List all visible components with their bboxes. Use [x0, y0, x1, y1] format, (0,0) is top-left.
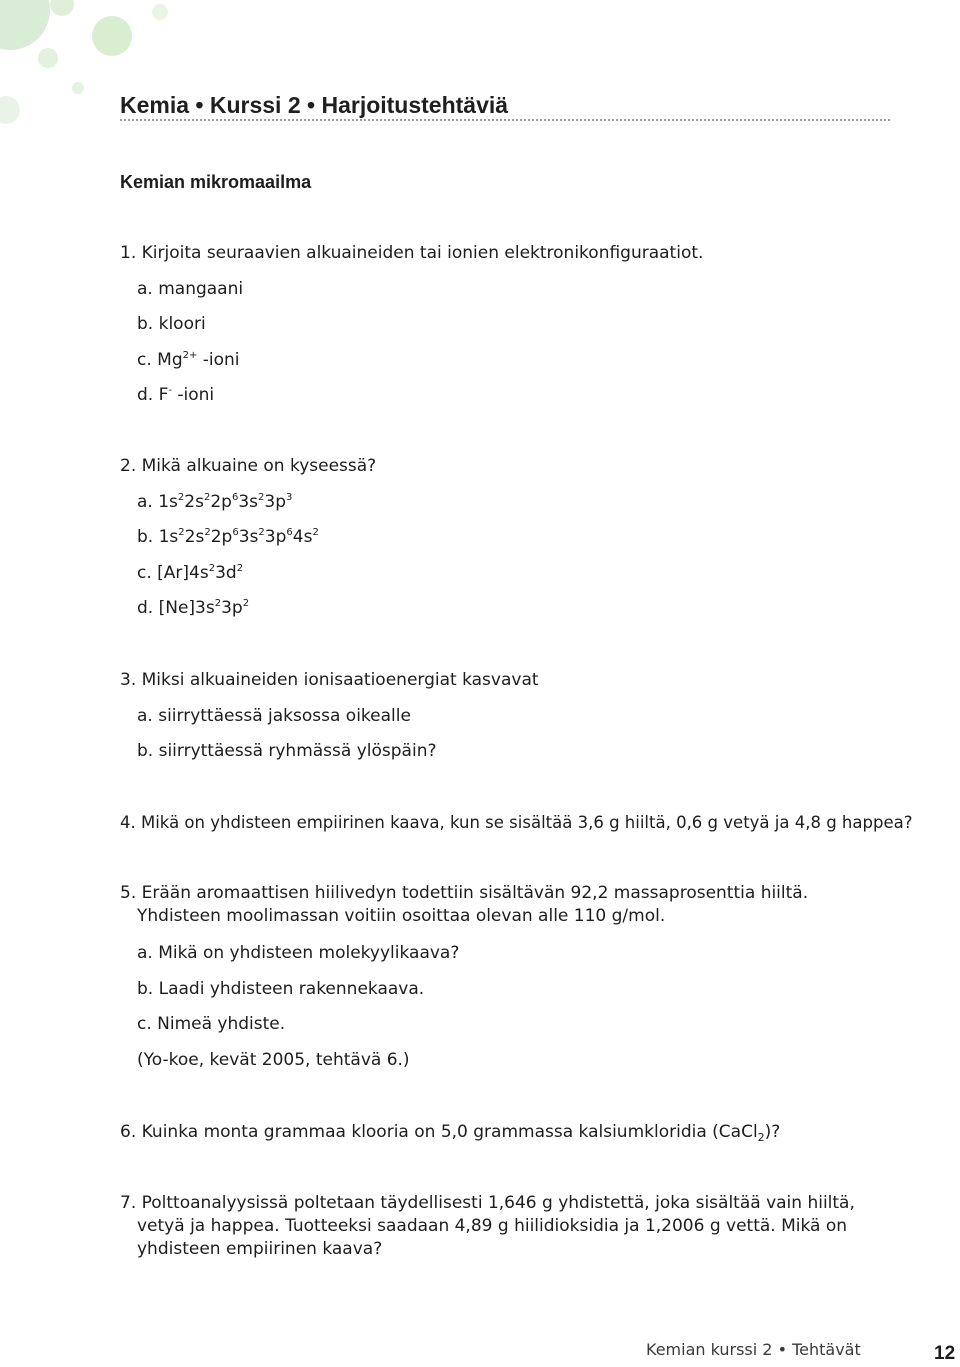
question-1: 1. Kirjoita seuraavien alkuaineiden tai ionien elektronikonfiguraatiot.: [120, 243, 704, 263]
page-number: 12: [934, 1343, 956, 1364]
question-7: 7. Polttoanalyysissä poltetaan täydellisesti 1,646 g yhdistettä, joka sisältää vain hiiltä, vetyä ja happea. Tuotteeksi saadaan 4,89 g hiilidioksidia ja 1,2006 g vettä. Mikä on yhdisteen empiirinen kaava?: [120, 1193, 855, 1259]
question-2: 2. Mikä alkuaine on kyseessä?: [120, 456, 377, 476]
question-1-a: a. mangaani: [137, 279, 244, 299]
footer-text: Kemian kurssi 2 • Tehtävät: [646, 1340, 861, 1359]
question-3-a: a. siirryttäessä jaksossa oikealle: [137, 706, 411, 726]
question-1-d: d. F- -ioni: [137, 385, 215, 405]
title-dotted-rule: [120, 119, 890, 121]
question-5-c: c. Nimeä yhdiste.: [137, 1014, 286, 1034]
page-title: Kemia • Kurssi 2 • Harjoitustehtäviä: [120, 92, 509, 118]
question-3: 3. Miksi alkuaineiden ionisaatioenergiat kasvavat: [120, 670, 539, 690]
question-1-c: c. $Mg^{2+}$ -ioni: [137, 350, 240, 370]
question-6: 6. Kuinka monta grammaa klooria on 5,0 grammassa kalsiumkloridia (CaCl$_2$)?: [120, 1122, 781, 1144]
section-heading: Kemian mikromaailma: [120, 172, 312, 192]
question-5-source: (Yo-koe, kevät 2005, tehtävä 6.): [137, 1050, 410, 1070]
question-2-c: c. $[Ar]4s^23d^2$: [137, 563, 244, 583]
question-5-b: b. Laadi yhdisteen rakennekaava.: [137, 979, 425, 999]
question-3-b: b. siirryttäessä ryhmässä ylöspäin?: [137, 741, 437, 761]
question-5-a: a. Mikä on yhdisteen molekyylikaava?: [137, 943, 460, 963]
question-1-b: b. kloori: [137, 314, 206, 334]
question-2-a: a. $1s^22s^22p^63s^23p^3$: [137, 492, 293, 512]
question-2-d: d. $[Ne]3s^23p^2$: [137, 598, 250, 618]
question-4: 4. Mikä on yhdisteen empiirinen kaava, kun se sisältää 3,6 g hiiltä, 0,6 g vetyä ja 4,8 g happea?: [120, 813, 913, 832]
question-2-b: b. $1s^22s^22p^63s^23p^64s^2$: [137, 527, 319, 547]
question-5: 5. Erään aromaattisen hiilivedyn todettiin sisältävän 92,2 massaprosenttia hiiltä. Yhdisteen moolimassan voitiin osoittaa olevan alle 110 g/mol.: [120, 883, 809, 926]
